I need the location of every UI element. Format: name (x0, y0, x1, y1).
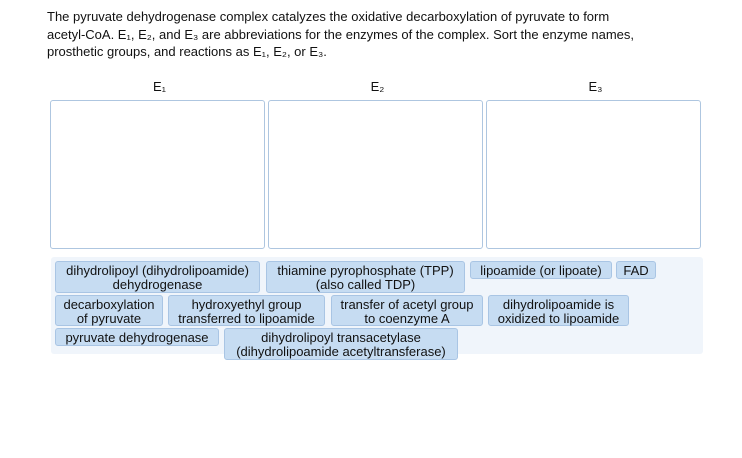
question-line-2: acetyl-CoA. E₁, E₂, and E₃ are abbreviations for the enzymes of the complex. Sort the enzyme names, (47, 26, 635, 42)
tile-thiamine-pyrophosphate[interactable]: thiamine pyrophosphate (TPP) (also called TDP) (266, 261, 465, 293)
dropzone-e2[interactable] (268, 100, 483, 249)
tile-dihydrolipoyl-transacetylase[interactable]: dihydrolipoyl transacetylase (dihydrolipoamide acetyltransferase) (224, 328, 458, 360)
question-line-3: prosthetic groups, and reactions as E₁, E₂, or E₃. (47, 44, 327, 59)
tile-pyruvate-dehydrogenase[interactable]: pyruvate dehydrogenase (55, 328, 219, 346)
question-text (47, 8, 707, 61)
tile-hydroxyethyl-transfer[interactable]: hydroxyethyl group transferred to lipoamide (168, 295, 325, 326)
dropzone-e3[interactable] (486, 100, 701, 249)
column-label-e2: E₂ (370, 79, 385, 94)
dropzone-e1[interactable] (50, 100, 265, 249)
tile-lipoamide[interactable]: lipoamide (or lipoate) (470, 261, 612, 279)
column-label-e3: E₃ (588, 79, 603, 94)
column-label-e1: E₁ (152, 79, 167, 94)
tile-dihydrolipoyl-dehydrogenase[interactable]: dihydrolipoyl (dihydrolipoamide) dehydrogenase (55, 261, 260, 293)
question-line-1: The pyruvate dehydrogenase complex catalyzes the oxidative decarboxylation of pyruvate to form (47, 9, 610, 24)
tile-dihydrolipoamide-oxidized[interactable]: dihydrolipoamide is oxidized to lipoamide (488, 295, 629, 326)
tile-fad[interactable]: FAD (616, 261, 656, 279)
tile-acetyl-transfer[interactable]: transfer of acetyl group to coenzyme A (331, 295, 483, 326)
tile-decarboxylation[interactable]: decarboxylation of pyruvate (55, 295, 163, 326)
